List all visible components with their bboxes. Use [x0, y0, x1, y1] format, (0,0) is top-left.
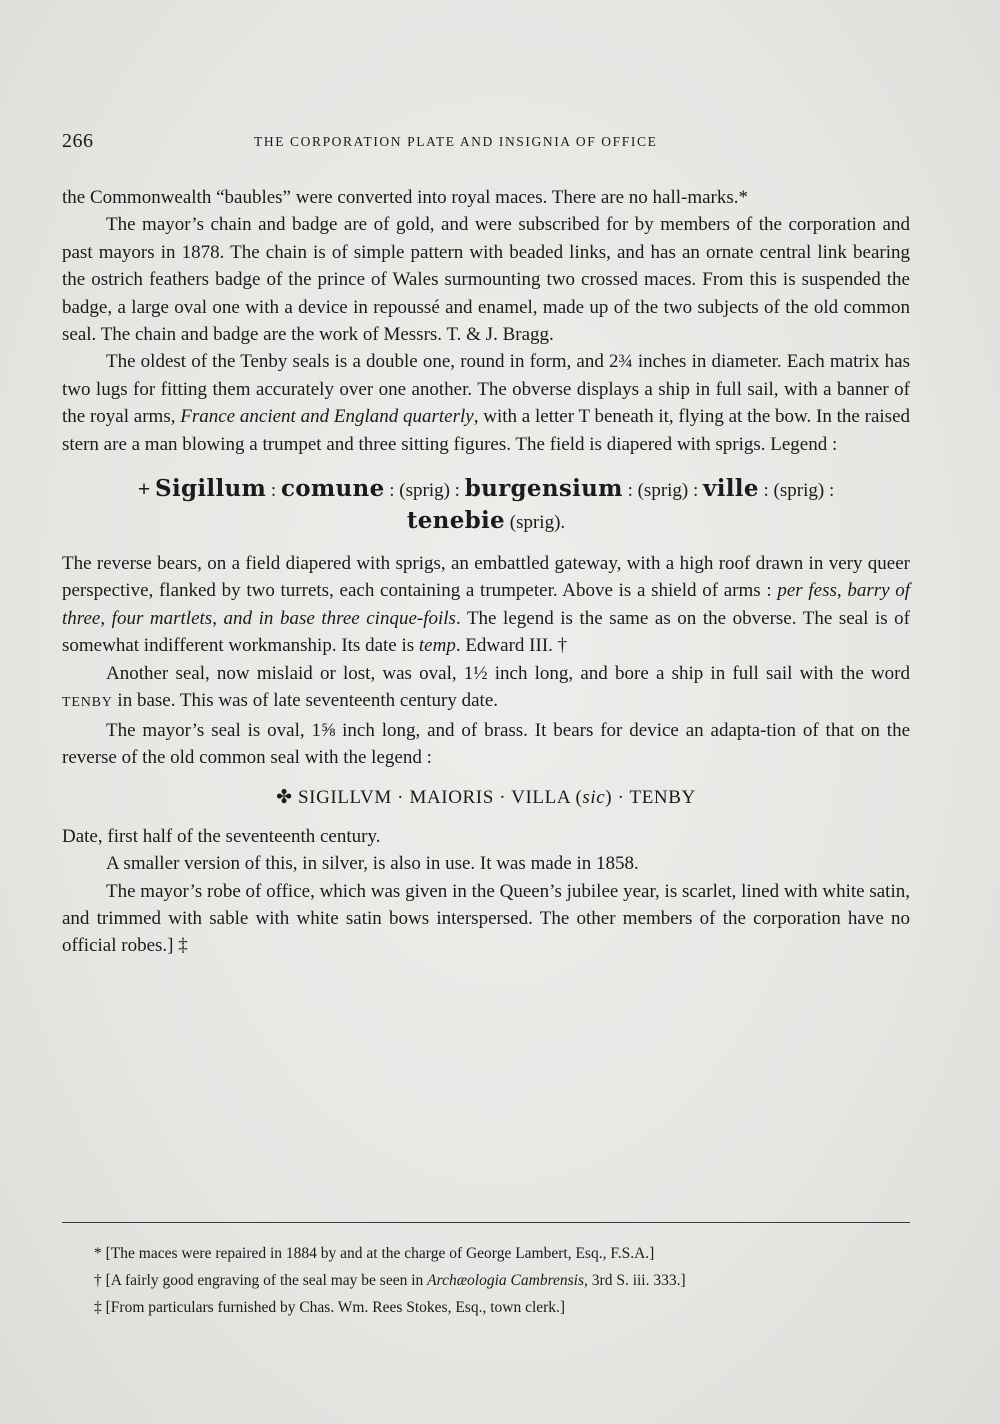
- footnote-rule: [62, 1222, 910, 1223]
- paragraph-3: The oldest of the Tenby seals is a double one, round in form, and 2¾ inches in diameter. Each matrix has two lugs for fitting them accurately over one another. The obverse displays a ship in full sail, with a banner of the royal arms, France ancient and England quarterly, with a letter T beneath it, flying at the bow. In the raised stern are a man blowing a trumpet and three sitting figures. The field is diapered with sprigs. Legend :: [62, 351, 911, 455]
- italic-phrase: France ancient and England quarterly: [180, 406, 474, 428]
- footnote-3: ‡ [From particulars furnished by Chas. Wm. Rees Stokes, Esq., town clerk.]: [94, 1299, 566, 1316]
- paragraph-9: The mayor’s robe of office, which was given in the Queen’s jubilee year, is scarlet, lined with white satin, and trimmed with sable with white satin bows interspersed. The other members of the corporation have no official robes.] ‡: [62, 880, 910, 957]
- paragraph-8: A smaller version of this, in silver, is also in use. It was made in 1858.: [106, 853, 639, 875]
- paragraph-1: the Commonwealth “baubles” were converted into royal maces. There are no hall-marks.*: [62, 187, 749, 208]
- small-caps-word: TENBY: [62, 695, 113, 711]
- legend-word: tenebie: [406, 507, 505, 535]
- running-head: THE CORPORATION PLATE AND INSIGNIA OF OFFICE: [254, 134, 658, 149]
- body-text: [62, 184, 910, 960]
- footnote-1: * [The maces were repaired in 1884 by and at the charge of George Lambert, Esq., F.S.A.]: [94, 1245, 655, 1262]
- footnotes: [94, 1240, 904, 1321]
- legend-word: comune: [280, 475, 385, 503]
- footnote-2: † [A fairly good engraving of the seal may be seen in Archæologia Cambrensis, 3rd S. iii. 333.]: [94, 1272, 686, 1289]
- paragraph-4: The reverse bears, on a field diapered with sprigs, an embattled gateway, with a high roof drawn in very queer perspective, flanked by two turrets, each containing a trumpeter. Above is a shield of arms : per fess, barry of three, four martlets, and in base three cinque-foils. The legend is the same as on the obverse. The seal is of somewhat indifferent workmanship. Its date is temp. Edward III. †: [62, 553, 911, 657]
- paragraph-2: The mayor’s chain and badge are of gold, and were subscribed for by members of the corporation and past mayors in 1878. The chain is of simple pattern with beaded links, and has an ornate central link bearing the ostrich feathers badge of the prince of Wales surmounting two crossed maces. From this is suspended the badge, a large oval one with a device in repoussé and enamel, made up of the two subjects of the old common seal. The chain and badge are the work of Messrs. T. & J. Bragg.: [62, 214, 910, 346]
- page-number: 266: [62, 130, 94, 152]
- seal-legend-blackletter: + Sigillum : comune : (sprig) : burgensium : (sprig) : ville : (sprig) : tenebie (sprig).: [137, 475, 835, 535]
- paragraph-5: Another seal, now mislaid or lost, was oval, 1½ inch long, and bore a ship in full sail with the word TENBY in base. This was of late seventeenth century date.: [62, 662, 910, 712]
- paragraph-7: Date, first half of the seventeenth century.: [62, 825, 381, 847]
- mayor-seal-legend: ✤ SIGILLVM · MAIORIS · VILLA (sic) · TENBY: [276, 787, 696, 809]
- legend-word: ville: [703, 475, 759, 503]
- legend-word: burgensium: [464, 475, 623, 503]
- cross-glyph: +: [137, 476, 151, 502]
- page-header: [62, 130, 910, 154]
- paragraph-6: The mayor’s seal is oval, 1⅝ inch long, and of brass. It bears for device an adapta-tion of that on the reverse of the old common seal with the legend :: [62, 719, 910, 768]
- legend-word: Sigillum: [155, 475, 267, 503]
